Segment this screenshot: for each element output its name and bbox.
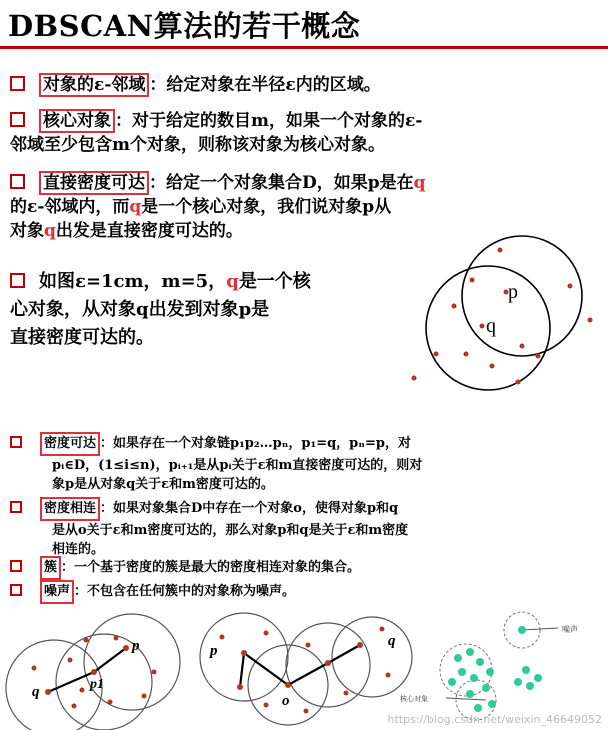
def-neighborhood [10, 73, 381, 97]
bullet-square-icon [10, 273, 25, 288]
term-box: 对象的ε-邻域 [39, 73, 149, 97]
svg-text:p: p [132, 638, 140, 654]
def-cluster: 簇 ：一个基于密度的簇是最大的密度相连对象的集合。 [10, 556, 360, 580]
def-text: 是一个核心对象，我们说对象p从 [141, 197, 392, 217]
svg-text:p1: p1 [90, 677, 104, 692]
example-text: 如图ε=1cm，m=5，q是一个核 心对象，从对象q出发到对象p是 直接密度可达的。 [10, 271, 311, 348]
svg-text:核心对象: 核心对象 [400, 695, 428, 703]
def-text: ：给定一个对象集合D，如果p是在 [149, 173, 414, 193]
bullet-square-icon [10, 584, 22, 596]
def-direct-density-reachable [10, 171, 426, 243]
watermark: https://blog.csdn.net/weixin_46649052 [387, 713, 602, 726]
bullet-square-icon [10, 174, 25, 189]
def-text: ：给定对象在半径ε内的区域。 [149, 75, 381, 95]
red-q: q [413, 173, 426, 193]
title-underline [0, 46, 608, 49]
fig1-label-q: q [486, 315, 496, 337]
svg-text:p: p [210, 643, 218, 659]
bullet-square-icon [10, 436, 22, 448]
figure-cluster-noise [400, 608, 606, 726]
fig1-label-p: p [508, 281, 518, 303]
term-box: 直接密度可达 [39, 171, 149, 195]
def-core-object [10, 109, 422, 157]
bullet-square-icon [10, 112, 25, 127]
def-density-reachable: 密度可达 ：如果存在一个对象链p₁p₂…pₙ，p₁=q，pₙ=p，对 pᵢ∈D，(1≤i≤n)，pᵢ₊₁是从pᵢ关于ε和m直接密度可达的，则对 象p是从对象q关于ε和m密度可达的。 [10, 432, 422, 494]
bullet-square-icon [10, 76, 25, 91]
svg-text:q: q [388, 633, 396, 649]
bullet-square-icon [10, 501, 22, 513]
term-box: 簇 [40, 556, 61, 580]
red-q: q [129, 197, 142, 217]
page-title: DBSCAN算法的若干概念 [8, 9, 361, 43]
def-text: ：对于给定的数目m，如果一个对象的ε- [115, 111, 423, 131]
red-q: q [44, 221, 56, 241]
def-text: 邻域至少包含m个对象，则称该对象为核心对象。 [10, 135, 385, 155]
svg-text:o: o [282, 693, 290, 709]
term-box: 密度可达 [40, 432, 100, 456]
bullet-square-icon [10, 560, 22, 572]
term-box: 噪声 [40, 580, 74, 604]
svg-text:噪声: 噪声 [562, 625, 578, 634]
figure-neighborhood [410, 228, 600, 398]
figure-density-reachable [4, 610, 204, 728]
svg-text:q: q [32, 684, 40, 700]
term-box: 核心对象 [39, 109, 115, 133]
def-noise: 噪声 ：不包含在任何簇中的对象称为噪声。 [10, 580, 295, 604]
term-box: 密度相连 [40, 497, 100, 521]
def-text: 的ε-邻域内，而 [10, 197, 130, 217]
def-density-connected: 密度相连 ：如果对象集合D中存在一个对象o，使得对象p和q 是从o关于ε和m密度可达的，那么对象p和q是关于ε和m密度 相连的。 [10, 497, 408, 559]
def-text: 对象 [10, 221, 44, 241]
figure-density-connected [196, 605, 426, 727]
def-text: 出发是直接密度可达的。 [55, 221, 243, 241]
